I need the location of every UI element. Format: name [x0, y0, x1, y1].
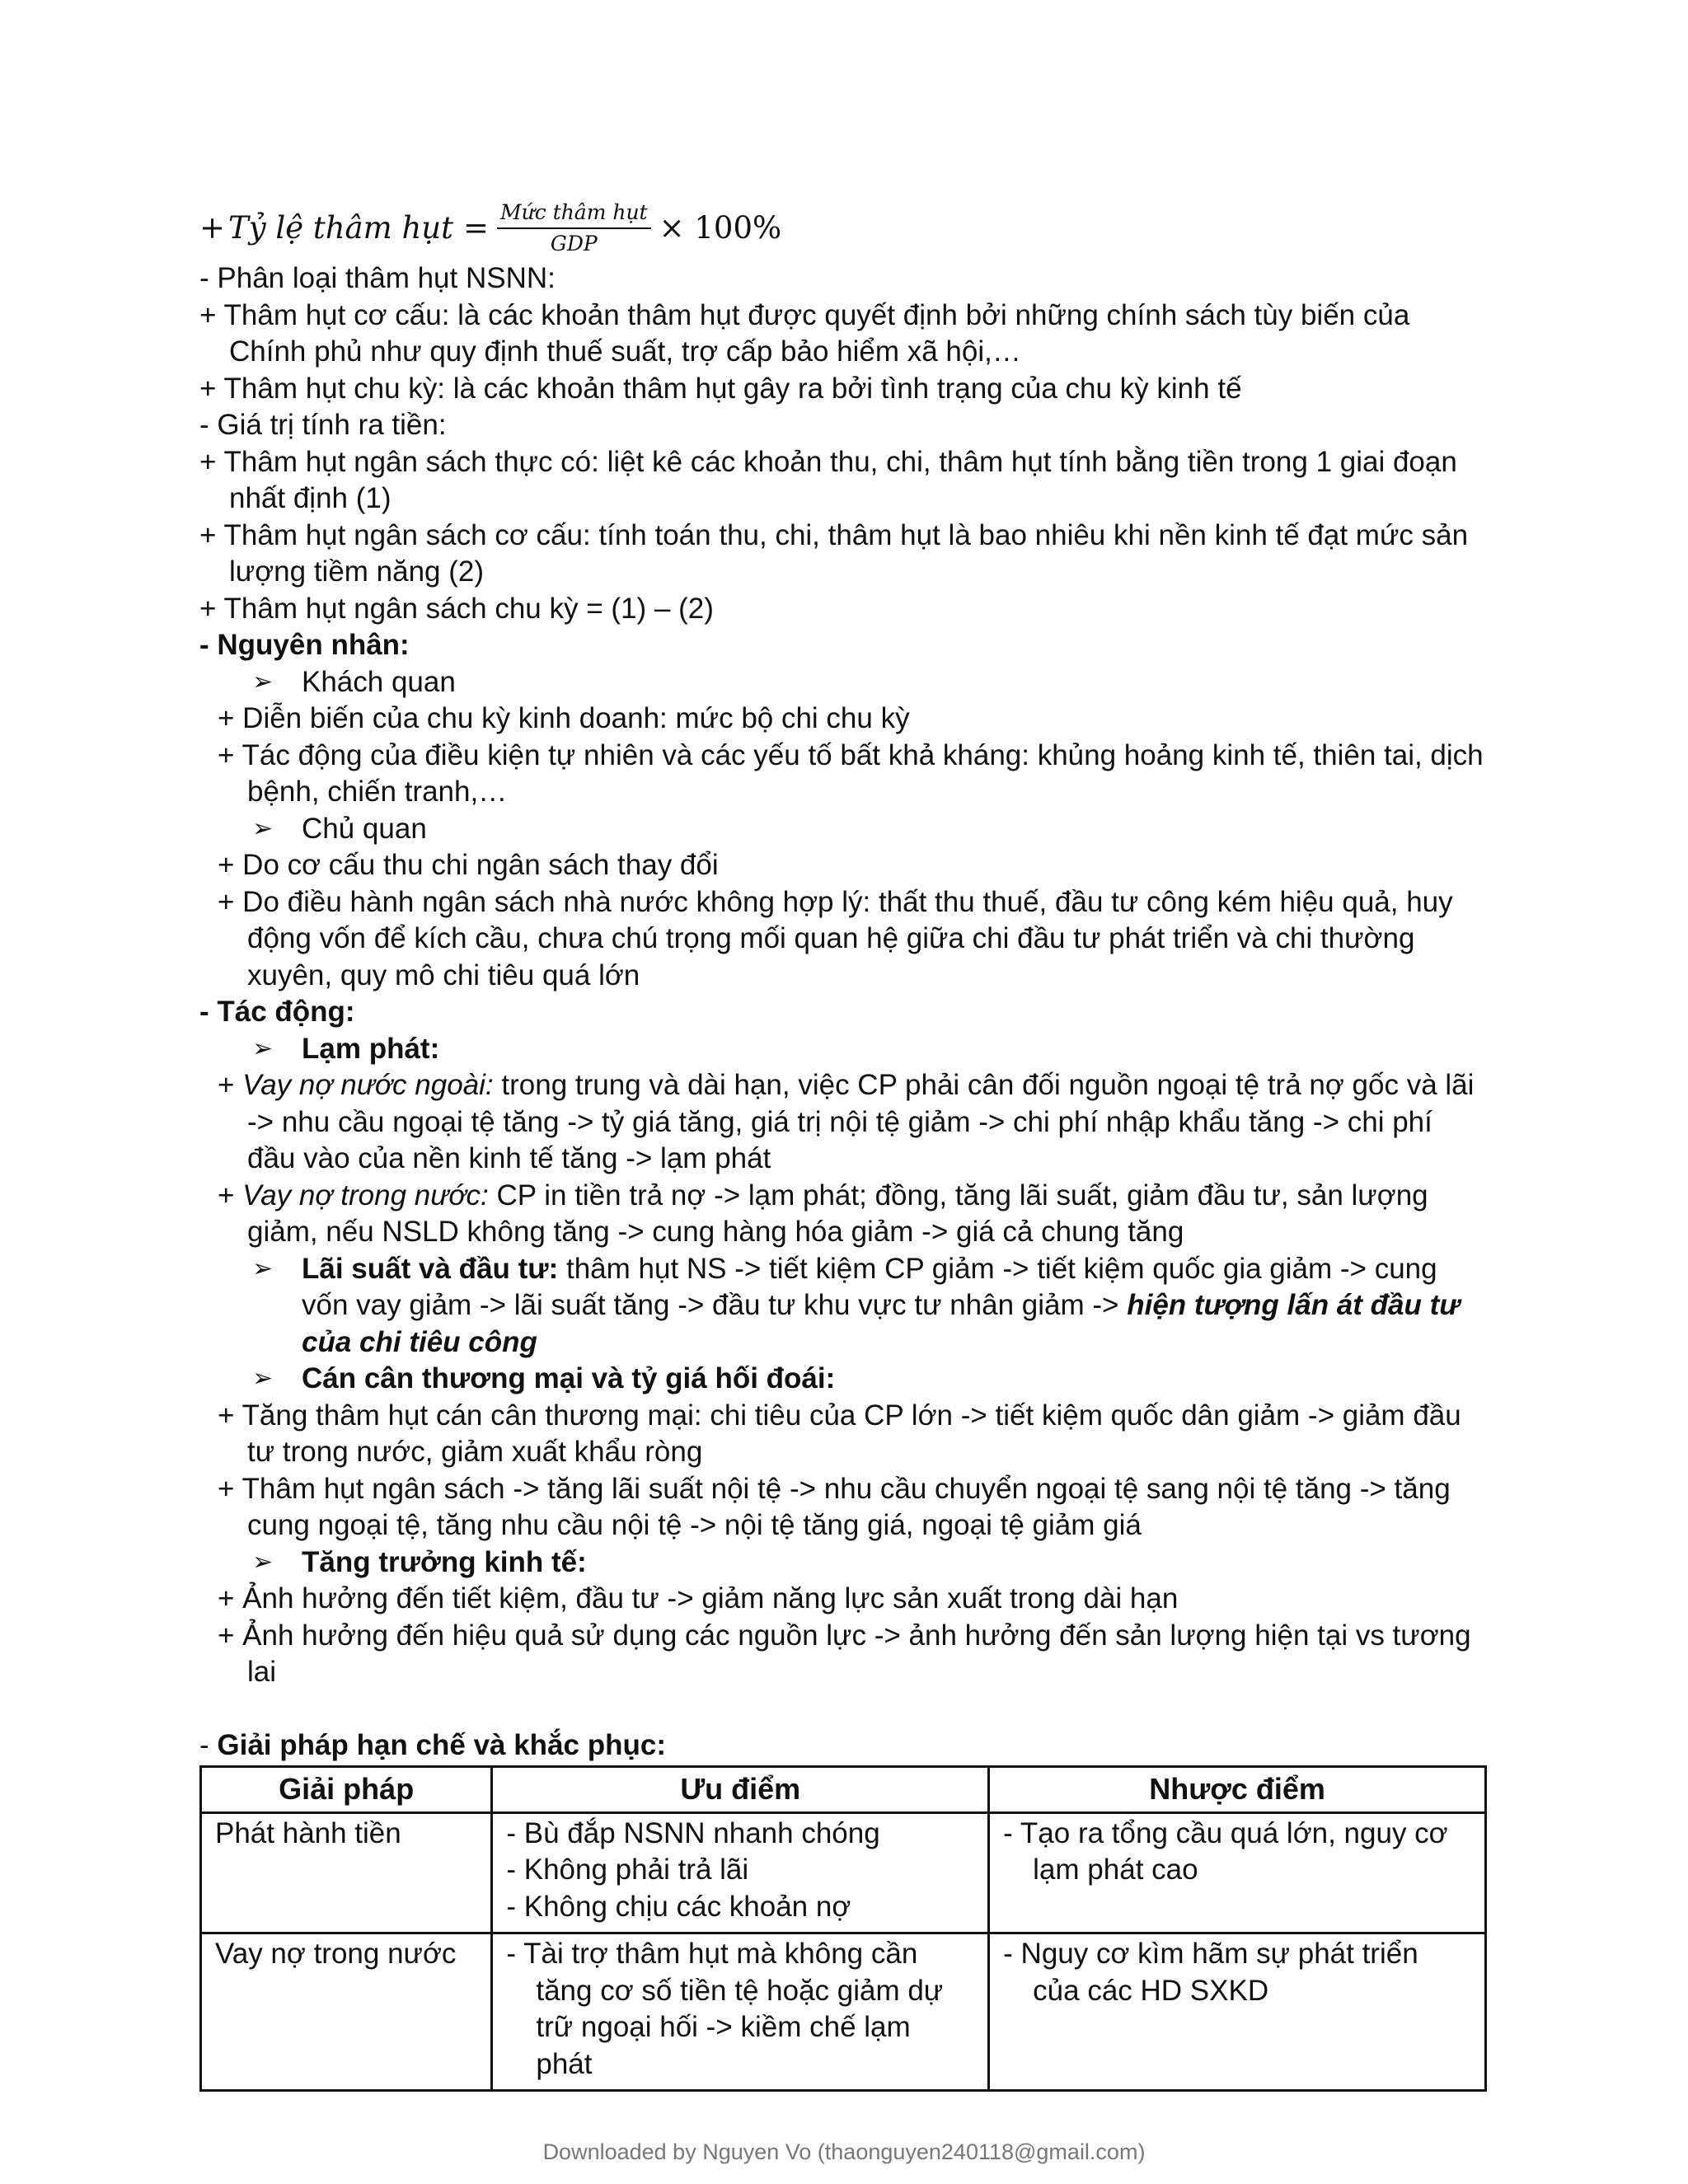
pros-item: - Tài trợ thâm hụt mà không cần tăng cơ số tiền tệ hoặc giảm dự trữ ngoại hối -> kiềm chế lạm phát [506, 1938, 944, 2080]
arrow-bullet-icon: ➢ [252, 668, 274, 696]
savings-investment-impact: + Ảnh hưởng đến tiết kiệm, đầu tư -> giảm năng lực sản xuất trong dài hạn [218, 1582, 1179, 1615]
money-value-heading: - Giá trị tính ra tiền: [199, 409, 447, 441]
solution-name-cell: Vay nợ trong nước [201, 1933, 492, 2091]
table-header-cell: Giải pháp [201, 1767, 492, 1813]
blank-line [199, 1691, 1485, 1727]
pros-cell [492, 1812, 989, 1933]
interest-investment-bullet: ➢ Lãi suất và đầu tư: thâm hụt NS -> tiết kiệm CP giảm -> tiết kiệm quốc gia giảm -> cung vốn vay giảm -> lãi suất tăng -> đầu tư khu vực tư nhân giảm -> hiện tượng lấn át đầu tư của chi tiêu công [199, 1251, 1485, 1361]
inflation-bullet: ➢ Lạm phát: [199, 1031, 1485, 1068]
trade-balance-bullet: ➢ Cán cân thương mại và tỷ giá hối đoái: [199, 1361, 1485, 1398]
solution-name-cell: Phát hành tiền [201, 1812, 492, 1933]
business-cycle-cause: + Diễn biến của chu kỳ kinh doanh: mức bộ chi chu kỳ [218, 702, 910, 734]
cyclical-budget-deficit-text: + Thâm hụt ngân sách chu kỳ = (1) – (2) [199, 592, 714, 625]
document-page [199, 191, 1485, 2092]
trade-deficit-impact: + Tăng thâm hụt cán cân thương mại: chi tiêu của CP lớn -> tiết kiệm quốc dân giảm -> giảm đầu tư trong nước, giảm xuất khẩu ròng [218, 1399, 1461, 1468]
deficit-classification-heading: - Phân loại thâm hụt NSNN: [199, 262, 556, 294]
formula-denominator: GDP [550, 232, 598, 255]
structural-budget-deficit-text: + Thâm hụt ngân sách cơ cấu: tính toán thu, chi, thâm hụt là bao nhiêu khi nền kinh tế đạt mức sản lượng tiềm năng (2) [199, 518, 1469, 588]
table-row [201, 1812, 1486, 1933]
cons-cell [989, 1812, 1486, 1933]
budget-management-cause: + Do điều hành ngân sách nhà nước không hợp lý: thất thu thuế, đầu tư công kém hiệu quả, huy động vốn để kích cầu, chưa chú trọng mối quan hệ giữa chi đầu tư phát triển và chi thường xuyên, quy mô chi tiêu quá lớn [218, 885, 1453, 991]
deficit-ratio-formula [199, 191, 1485, 265]
table-header-cell: Ưu điểm [492, 1767, 989, 1813]
natural-conditions-cause: + Tác động của điều kiện tự nhiên và các yếu tố bất khả kháng: khủng hoảng kinh tế, thiên tai, dịch bệnh, chiến tranh,… [218, 738, 1484, 808]
cons-cell [989, 1933, 1486, 2091]
cyclical-deficit-text: + Thâm hụt chu kỳ: là các khoản thâm hụt gây ra bởi tình trạng của chu kỳ kinh tế [199, 372, 1242, 405]
download-footer: Downloaded by Nguyen Vo (thaonguyen240118@gmail.com) [542, 2139, 1146, 2164]
arrow-bullet-icon: ➢ [252, 1548, 274, 1576]
table-header-cell: Nhược điểm [989, 1767, 1486, 1813]
cons-item: - Nguy cơ kìm hãm sự phát triển của các HD SXKD [1003, 1938, 1418, 2007]
formula-numerator: Mức thâm hụt [500, 200, 648, 224]
causes-heading: - Nguyên nhân: [199, 629, 410, 661]
cons-item: - Tạo ra tổng cầu quá lớn, nguy cơ lạm phát cao [1003, 1816, 1448, 1886]
exchange-rate-impact: + Thâm hụt ngân sách -> tăng lãi suất nội tệ -> nhu cầu chuyển ngoại tệ sang nội tệ tăng -> tăng cung ngoại tệ, tăng nhu cầu nội tệ -> nội tệ tăng giá, ngoại tệ giảm giá [218, 1472, 1451, 1541]
impacts-heading: - Tác động: [199, 996, 355, 1028]
solutions-heading: - Giải pháp hạn chế và khắc phục: [199, 1728, 666, 1761]
foreign-borrowing-impact: + Vay nợ nước ngoài: trong trung và dài hạn, việc CP phải cân đối nguồn ngoại tệ trả nợ gốc và lãi -> nhu cầu ngoại tệ tăng -> tỷ giá tăng, giá trị nội tệ giảm -> chi phí nhập khẩu tăng -> chi phí đầu vào của nền kinh tế tăng -> lạm phát [218, 1069, 1475, 1174]
pros-cell [492, 1933, 989, 2091]
formula-times: × 100% [659, 209, 782, 246]
arrow-bullet-icon: ➢ [252, 1254, 274, 1282]
pros-item: - Không phải trả lãi [506, 1854, 749, 1886]
budget-structure-cause: + Do cơ cấu thu chi ngân sách thay đổi [218, 849, 719, 881]
arrow-bullet-icon: ➢ [252, 1034, 274, 1062]
actual-budget-deficit-text: + Thâm hụt ngân sách thực có: liệt kê các khoản thu, chi, thâm hụt tính bằng tiền trong 1 giai đoạn nhất định (1) [199, 445, 1457, 514]
table-header-row [201, 1767, 1486, 1813]
resource-efficiency-impact: + Ảnh hưởng đến hiệu quả sử dụng các nguồn lực -> ảnh hưởng đến sản lượng hiện tại vs tương lai [218, 1619, 1471, 1688]
formula-fraction [497, 200, 651, 256]
formula-equals: = [462, 209, 489, 246]
subjective-causes-bullet: ➢ Chủ quan [199, 811, 1485, 848]
arrow-bullet-icon: ➢ [252, 814, 274, 842]
arrow-bullet-icon: ➢ [252, 1365, 274, 1392]
solutions-table [199, 1765, 1487, 2092]
objective-causes-bullet: ➢ Khách quan [199, 664, 1485, 701]
fraction-bar [497, 227, 651, 229]
economic-growth-bullet: ➢ Tăng trưởng kinh tế: [199, 1544, 1485, 1582]
pros-item: - Bù đắp NSNN nhanh chóng [506, 1816, 880, 1849]
formula-prefix: + [199, 209, 226, 246]
formula-lhs: Tỷ lệ thâm hụt [228, 209, 453, 246]
table-row [201, 1933, 1486, 2091]
structural-deficit-text: + Thâm hụt cơ cấu: là các khoản thâm hụt được quyết định bởi những chính sách tùy biến của Chính phủ như quy định thuế suất, trợ cấp bảo hiểm xã hội,… [199, 298, 1410, 368]
pros-item: - Không chịu các khoản nợ [506, 1890, 851, 1923]
domestic-borrowing-impact: + Vay nợ trong nước: CP in tiền trả nợ -> lạm phát; đồng, tăng lãi suất, giảm đầu tư, sản lượng giảm, nếu NSLD không tăng -> cung hàng hóa giảm -> giá cả chung tăng [218, 1179, 1428, 1248]
